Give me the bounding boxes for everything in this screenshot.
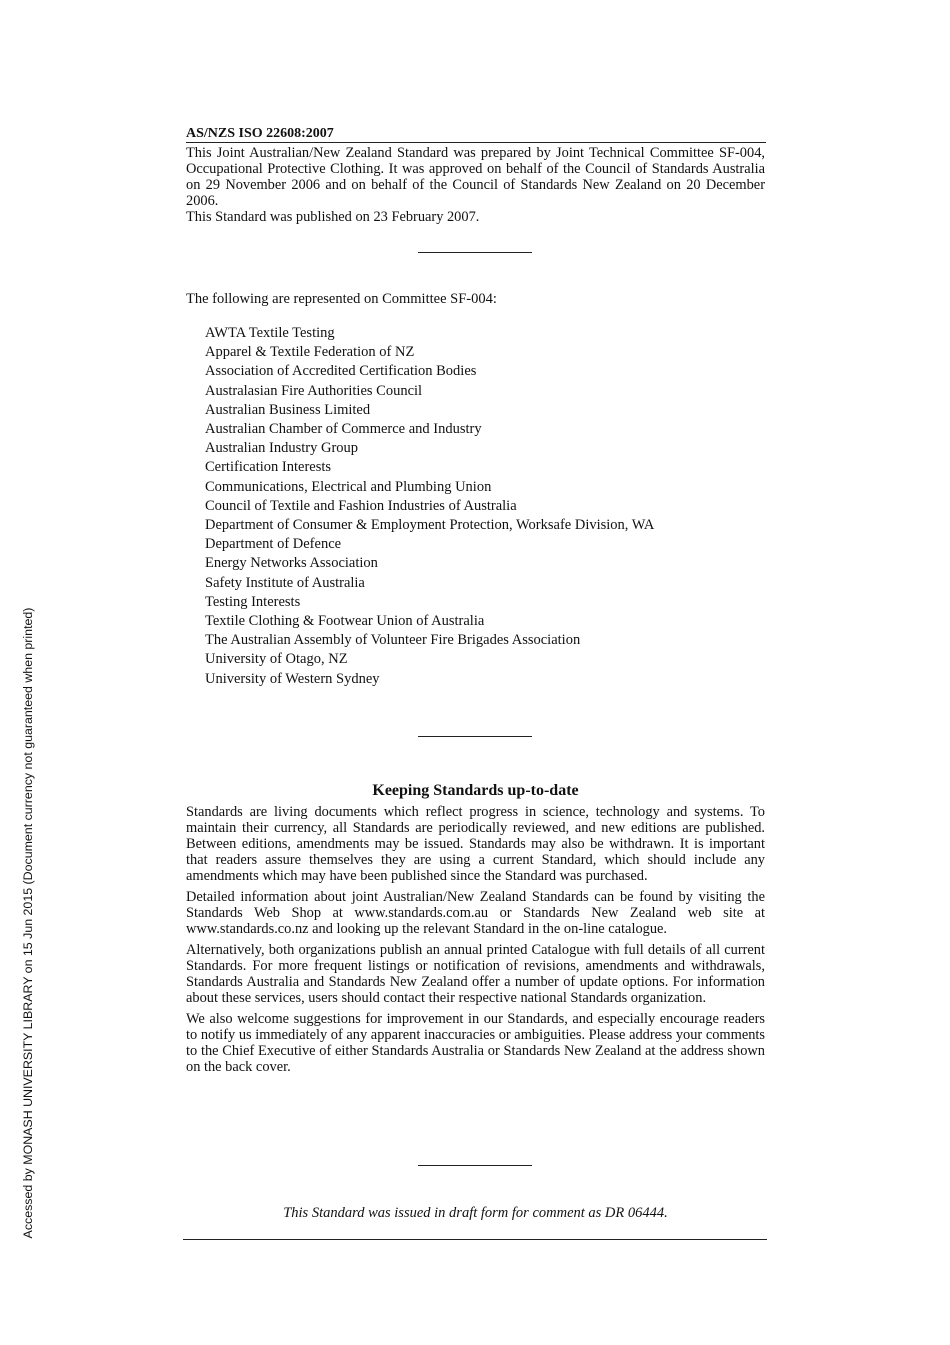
list-item: Australian Business Limited: [205, 401, 371, 418]
body-paragraph: We also welcome suggestions for improvement in our Standards, and especially encourage readers to notify us immediately of any apparent inaccuracies or ambiguities. Please address your comments to the Chief Executive of either Standards Australia or Standards New Zealand at the address shown on the back cover.: [186, 1011, 765, 1075]
body-paragraph: Alternatively, both organizations publish an annual printed Catalogue with full details of all current Standards. For more frequent listings or notification of revisions, amendments and withdrawals, Standards Australia and Standards New Zealand offer a number of update options. For information about these services, users should contact their respective national Standards organization.: [186, 942, 765, 1006]
body-paragraph: Detailed information about joint Australian/New Zealand Standards can be found by visiting the Standards Web Shop at www.standards.com.au or Standards New Zealand web site at www.standards.co.nz and looking up the relevant Standard in the on-line catalogue.: [186, 889, 765, 937]
approval-paragraph: This Joint Australian/New Zealand Standard was prepared by Joint Technical Committee SF-004, Occupational Protective Clothing. It was approved on behalf of the Council of Standards Australia on 29 November 2006 and on behalf of the Council of Standards New Zealand on 20 December 2006.: [186, 145, 765, 209]
list-item: Testing Interests: [205, 593, 301, 610]
committee-member-list: [205, 324, 654, 689]
list-item: Communications, Electrical and Plumbing Union: [205, 478, 492, 495]
list-item: Association of Accredited Certification Bodies: [205, 363, 477, 380]
document-id: AS/NZS ISO 22608:2007: [186, 126, 766, 143]
approval-statement: [186, 145, 765, 225]
section-divider: [418, 736, 532, 737]
section-divider: [418, 252, 532, 253]
list-item: Textile Clothing & Footwear Union of Australia: [205, 613, 485, 630]
keeping-standards-body: [186, 804, 765, 1080]
list-item: Australian Chamber of Commerce and Industry: [205, 421, 482, 438]
list-item: Australasian Fire Authorities Council: [205, 382, 423, 399]
list-item: University of Otago, NZ: [205, 651, 348, 668]
list-item: Council of Textile and Fashion Industries of Australia: [205, 497, 517, 514]
list-item: Energy Networks Association: [205, 555, 378, 572]
list-item: Certification Interests: [205, 459, 332, 476]
access-stamp-text: Accessed by MONASH UNIVERSITY LIBRARY on 15 Jun 2015 (Document currency not guaranteed when printed): [21, 607, 35, 1239]
publication-date-paragraph: This Standard was published on 23 February 2007.: [186, 209, 480, 225]
list-item: Safety Institute of Australia: [205, 574, 365, 591]
list-item: Apparel & Textile Federation of NZ: [205, 344, 415, 361]
committee-intro: The following are represented on Committee SF-004:: [186, 291, 497, 307]
draft-note: This Standard was issued in draft form for comment as DR 06444.: [283, 1205, 668, 1221]
list-item: AWTA Textile Testing: [205, 325, 335, 341]
list-item: Australian Industry Group: [205, 440, 359, 457]
list-item: Department of Consumer & Employment Protection, Worksafe Division, WA: [205, 517, 655, 534]
footer-rule: [183, 1239, 767, 1240]
list-item: Department of Defence: [205, 536, 342, 553]
section-divider: [418, 1165, 532, 1166]
list-item: The Australian Assembly of Volunteer Fire Brigades Association: [205, 632, 581, 649]
body-paragraph: Standards are living documents which reflect progress in science, technology and systems. To maintain their currency, all Standards are periodically reviewed, and new editions are published. Between editions, amendments may be issued. Standards may also be withdrawn. It is important that readers assure themselves they are using a current Standard, which should include any amendments which may have been published since the Standard was purchased.: [186, 804, 765, 884]
list-item: University of Western Sydney: [205, 670, 380, 687]
keeping-standards-heading: Keeping Standards up-to-date: [372, 782, 579, 799]
